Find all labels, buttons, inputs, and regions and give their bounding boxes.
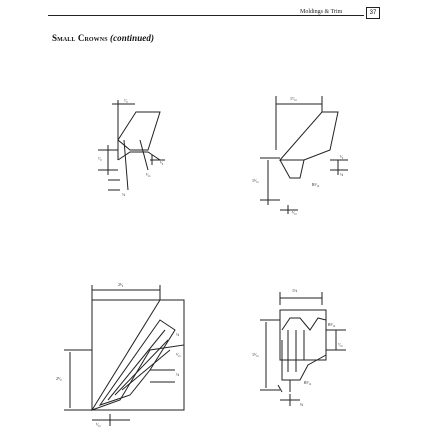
dim-label: R³⁄₁₆ [304,380,312,385]
section-title-sub: (continued) [109,33,155,43]
dim-label: ⅛ [122,192,125,197]
dim-label: 1⁵⁄₁₆ [252,352,259,357]
dim-label: ³⁄₁₆ [146,172,151,177]
dim-label: ⁷⁄₈ [124,98,128,103]
dim-label: ⅜ [300,402,303,407]
dim-label: ⁵⁄₁₆ [292,210,297,215]
dim-label: 2⁵⁄₈ [56,376,62,381]
dim-label: 1⁷⁄₁₆ [290,96,297,101]
dim-label: 1⁵⁄₁₆ [252,178,259,183]
dim-label: ¹⁄₈ [340,154,344,159]
dim-label: ⁵⁄₁₆ [176,352,181,357]
profile-3 [64,285,184,426]
section-title-main: Small Crowns [52,33,108,43]
dim-label: R¹⁄₁₆ [312,182,320,187]
dim-label: ⁷⁄₈ [98,156,102,161]
dim-label: ⁵⁄₁₆ [96,422,101,427]
running-head: Moldings & Trim [300,9,343,15]
dim-label: ⅛ [340,172,343,177]
dim-label: 2³⁄₈ [118,282,124,287]
dim-label: ¹⁄₈ [160,160,164,165]
dim-label: 1⅛ [292,288,297,293]
dim-label: ⁷⁄₁₆ [338,342,343,347]
dim-label: ⅛ [176,332,179,337]
profile-2 [260,96,348,214]
profile-1 [98,100,165,190]
profile-4 [260,292,346,406]
page-number: 37 [366,7,380,19]
dim-label: R³⁄₁₆ [328,322,336,327]
dim-label: ⅛ [176,372,179,377]
